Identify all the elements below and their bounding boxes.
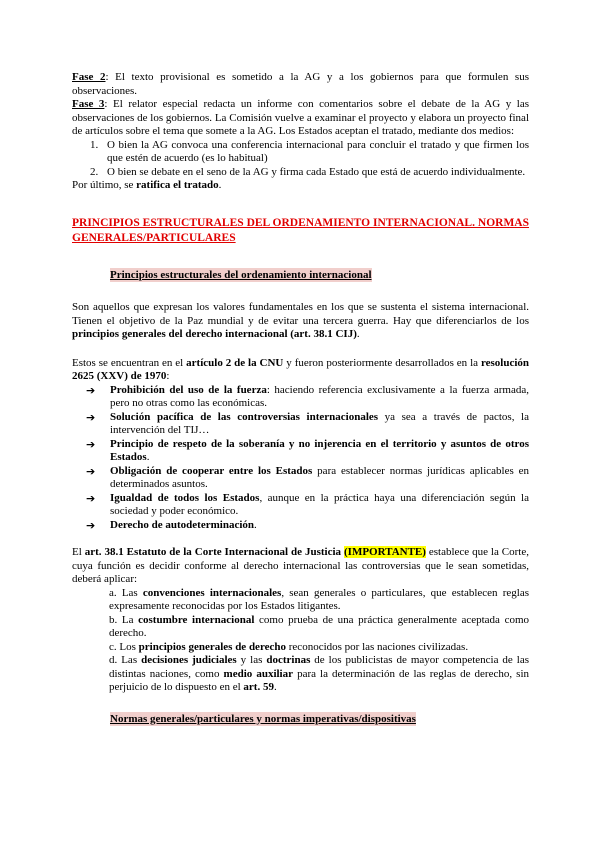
bold-text: principios generales del derecho internacional (art. 38.1 CIJ) — [72, 328, 357, 340]
source-item — [72, 614, 529, 641]
phase-2-paragraph — [72, 71, 529, 98]
text: : haciendo referencia exclusivamente a la fuerza armada, pero no otras como las económicas. — [110, 383, 530, 409]
text: . — [273, 681, 277, 693]
important-highlight: (IMPORTANTE) — [344, 546, 426, 558]
bold-text: Derecho de autodeterminación — [110, 518, 254, 531]
list-item — [72, 384, 529, 411]
bold-text: art. 59 — [243, 681, 274, 693]
methods-list — [72, 139, 529, 180]
phase-3-text: : El relator especial redacta un informe con comentarios sobre el debate de la AG y las observaciones de los gobiernos. La Comisión vuelve a examinar el proyecto y elabora un proyecto final de artículos sobre el tema que somete a la AG. Los Estados aceptan el tratado, mediante dos medios: — [72, 98, 529, 137]
subheading-text: Principios estructurales del ordenamiento internacional — [110, 268, 372, 281]
cnu-paragraph — [72, 357, 529, 384]
bold-text: ratifica el tratado — [136, 179, 219, 191]
arrow-icon: ➔ — [86, 464, 96, 478]
phase-3-label: Fase 3 — [72, 98, 105, 110]
intro-paragraph — [72, 301, 529, 342]
list-item — [72, 411, 529, 438]
source-item — [72, 587, 529, 614]
text: para establecer normas jurídicas aplicables en determinados asuntos. — [110, 464, 529, 490]
list-text: O bien se debate en el seno de la AG y firma cada Estado que está de acuerdo individualmente. — [107, 165, 526, 178]
bold-text: Principio de respeto de la soberanía y no injerencia en el territorio y asuntos de otros Estados — [110, 437, 529, 463]
list-item — [72, 519, 529, 533]
arrow-icon: ➔ — [86, 437, 96, 451]
phase-3-paragraph — [72, 98, 529, 139]
text: . — [146, 451, 150, 463]
phase-2-label: Fase 2 — [72, 71, 106, 83]
text: establece que la Corte, cuya función es decidir conforme al derecho internacional las controversias que le sean sometidas, deberá aplicar: — [72, 546, 529, 585]
text: El — [72, 546, 85, 558]
text: y fueron posteriormente desarrollados en la — [283, 356, 481, 369]
text: : — [166, 370, 170, 382]
text: de los publicistas de mayor competencia de las distintas naciones, como — [109, 654, 530, 680]
list-item — [72, 166, 529, 180]
text: d. Las — [109, 654, 142, 666]
arrow-icon: ➔ — [86, 491, 96, 505]
text: . — [356, 328, 360, 340]
text: Estos se encuentran en el — [72, 356, 187, 369]
bold-text: Obligación de cooperar entre los Estados — [110, 464, 313, 477]
art38-paragraph — [72, 546, 529, 587]
bold-text: Solución pacífica de las controversias internacionales — [110, 410, 379, 423]
text: Son aquellos que expresan los valores fundamentales en los que se sustenta el sistema internacional. Tienen el objetivo de la Paz mundial y de evitar una tercera guerra. Hay que diferenciarlos de los — [72, 301, 529, 327]
subheading-text: Normas generales/particulares y normas imperativas/dispositivas — [110, 712, 416, 725]
source-item — [72, 654, 529, 695]
bold-text: convenciones internacionales — [142, 586, 282, 599]
text: ya sea a través de pactos, la intervención del TIJ… — [110, 410, 529, 436]
text: y las — [236, 654, 267, 666]
list-text: O bien la AG convoca una conferencia internacional para concluir el tratado y que firmen los que estén de acuerdo (es lo habitual) — [107, 138, 529, 164]
text: . — [218, 179, 222, 191]
text: , sean generales o particulares, que establecen reglas expresamente reconocidas por los Estados litigantes. — [109, 586, 529, 612]
list-item — [72, 139, 529, 166]
bold-text: resolución 2625 (XXV) de 1970 — [72, 356, 530, 382]
ratification-paragraph — [72, 179, 529, 193]
bold-text: principios generales de derecho — [138, 640, 287, 653]
subheading-norms — [110, 713, 529, 727]
bold-text: Prohibición del uso de la fuerza — [110, 383, 267, 396]
bold-text: Igualdad de todos los Estados — [110, 491, 260, 504]
text: , aunque en la práctica haya una diferenciación según la sociedad y poder económico. — [110, 491, 529, 517]
source-item — [72, 641, 529, 655]
text: Por último, se — [72, 179, 137, 191]
list-item — [72, 465, 529, 492]
text: para la determinación de las reglas de derecho, sin perjuicio de lo dispuesto en el — [109, 667, 530, 693]
phase-2-text: : El texto provisional es sometido a la AG y a los gobiernos para que formulen sus observaciones. — [72, 71, 529, 97]
text: reconocidos por las naciones civilizadas. — [286, 640, 469, 653]
text: b. La — [109, 613, 139, 626]
arrow-icon: ➔ — [86, 518, 96, 532]
arrow-icon: ➔ — [86, 383, 96, 397]
list-number: 1. — [90, 138, 99, 151]
text: a. Las — [109, 586, 143, 599]
section-heading: PRINCIPIOS ESTRUCTURALES DEL ORDENAMIENTO INTERNACIONAL. NORMAS GENERALES/PARTICULARES — [72, 216, 529, 244]
principles-list — [72, 384, 529, 533]
bold-text: medio auxiliar — [223, 667, 293, 680]
bold-text: costumbre internacional — [138, 613, 255, 626]
text: como prueba de una práctica generalmente aceptada como derecho. — [109, 613, 530, 639]
arrow-icon: ➔ — [86, 410, 96, 424]
text: . — [254, 518, 257, 531]
list-item — [72, 438, 529, 465]
bold-text: artículo 2 de la CNU — [186, 356, 284, 369]
list-number: 2. — [90, 165, 99, 178]
bold-text: art. 38.1 Estatuto de la Corte Internacional de Justicia — [84, 546, 342, 558]
list-item — [72, 492, 529, 519]
subheading-principles — [110, 269, 529, 283]
bold-text: decisiones judiciales — [141, 654, 237, 666]
bold-text: doctrinas — [266, 654, 311, 666]
text: c. Los — [109, 640, 139, 653]
